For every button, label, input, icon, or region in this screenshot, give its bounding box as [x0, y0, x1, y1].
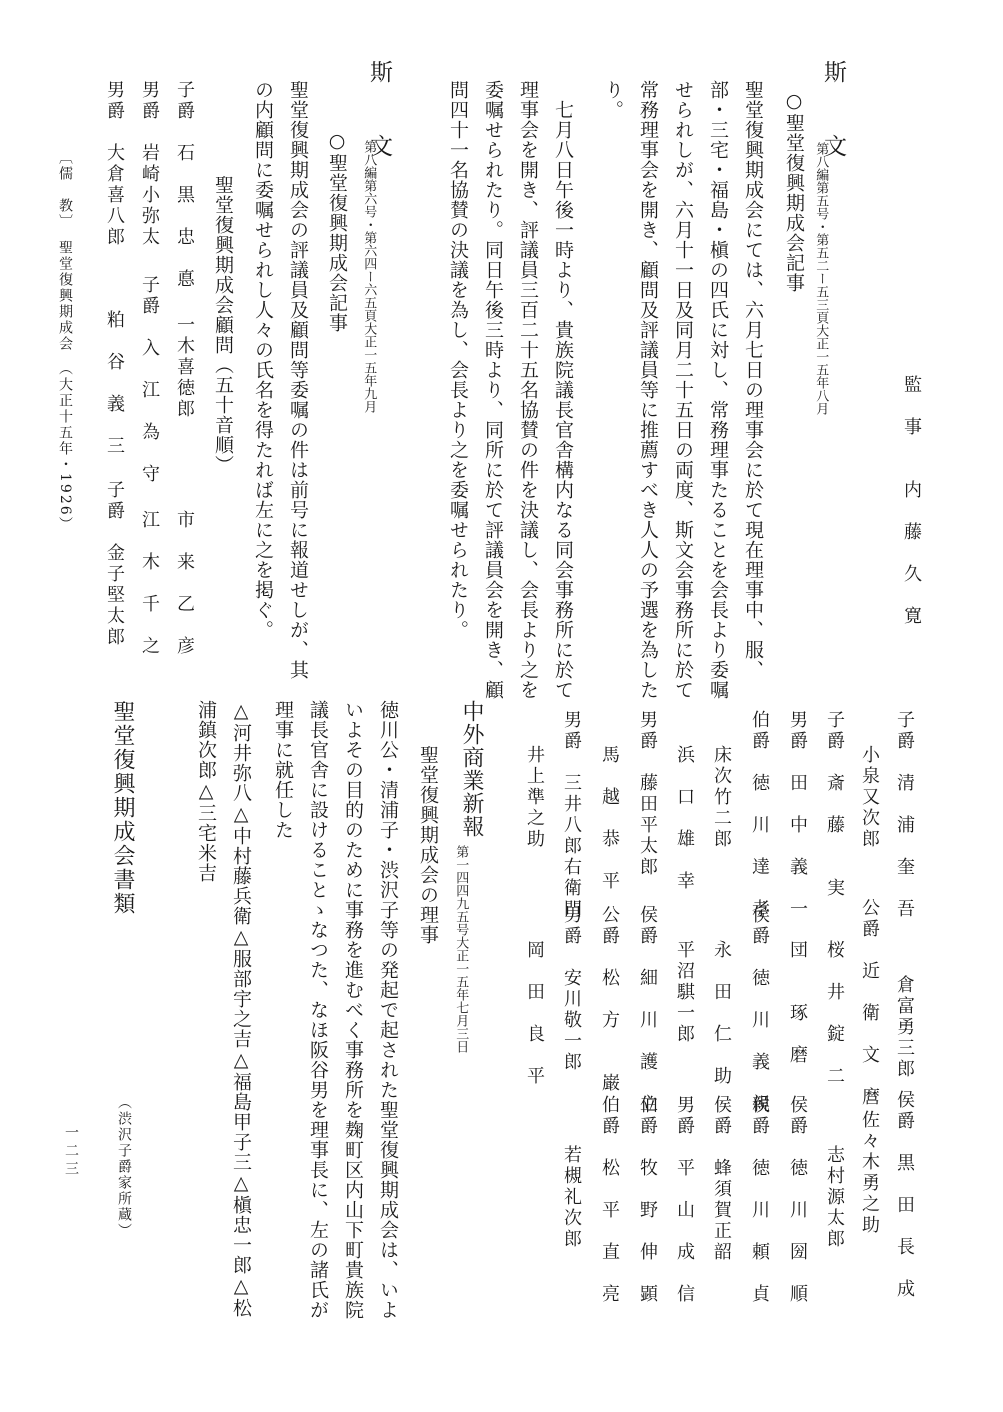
advisor-name: 粕 谷 義 三: [104, 310, 125, 457]
issue-citation: [452, 845, 468, 1053]
advisor-name: 子爵 金子堅太郎: [104, 480, 125, 648]
advisor-name: 子爵 石 黒 忠 悳: [174, 80, 195, 290]
body-line: 七月八日午後一時より、貴族院議長官舎構内なる同会事務所に於て: [552, 100, 574, 700]
advisor-name: 男爵 田 中 義 一: [787, 710, 808, 920]
advisor-name: 男爵 三井八郎右衛門: [561, 710, 582, 920]
article-heading: ○聖堂復興期成会記事: [326, 130, 348, 333]
page-number: 一二三: [63, 1125, 79, 1179]
body-line: △河井弥八△中村藤兵衛△服部宇之吉△福島甲子三△槇忠一郎△松: [230, 700, 252, 1318]
advisor-name: 若槻礼次郎: [561, 1145, 582, 1250]
article-heading: 聖堂復興期成会の理事: [417, 745, 439, 945]
advisor-name: 侯爵 徳 川 頼 貞: [749, 1095, 770, 1305]
journal-title: 斯 文: [820, 60, 846, 171]
advisor-name: 浜 口 雄 幸: [674, 745, 695, 892]
advisor-name: 男爵 藤田平太郎: [637, 710, 658, 878]
list-title: 聖堂復興期成会顧問（五十音順）: [212, 175, 234, 475]
advisor-name: 子爵 入 江 為 守: [139, 275, 160, 485]
body-line: 議長官舎に設けることゝなつた、なほ阪谷男を理事長に、左の諸氏が: [307, 700, 329, 1320]
issue-date: 大正一五年七月三日: [453, 936, 469, 1053]
journal-title: 斯 文: [366, 60, 392, 171]
advisor-name: 桜 井 錠 二: [824, 940, 845, 1087]
advisor-name: 江 木 千 之: [139, 510, 160, 657]
body-line: 理事会を開き、評議員三百二十五名協賛の件を決議し、会長より之を: [517, 80, 539, 700]
document-source: （渋沢子爵家所蔵）: [116, 1095, 132, 1239]
body-line: 委嘱せられたり。同日午後三時より、同所に於て評議員会を開き、顧: [482, 80, 504, 700]
advisor-name: 倉富勇三郎: [894, 975, 915, 1080]
issue-date: 大正一五年九月: [361, 322, 377, 413]
advisor-name: 侯爵 黒 田 長 成: [894, 1090, 915, 1300]
body-line: 理事に就任した: [272, 700, 294, 840]
issue-citation: [360, 140, 376, 413]
advisor-name: 男爵 安川敬一郎: [561, 905, 582, 1073]
advisor-name: 侯爵 徳 川 圀 順: [787, 1095, 808, 1305]
article-heading: ○聖堂復興期成会記事: [783, 90, 805, 293]
advisor-name: 男爵 平 山 成 信: [674, 1095, 695, 1305]
advisor-name: 伯爵 徳 川 達 孝: [749, 710, 770, 920]
footer-category: 〔儒 教〕: [57, 150, 73, 230]
advisor-name: 公爵 松 方 巌: [599, 905, 620, 1094]
footer-title: 聖堂復興期成会 （大正十五年・1926）: [57, 240, 73, 533]
advisor-name: 伯爵 牧 野 伸 顕: [637, 1095, 658, 1305]
issue-number: 第八編第五号・第五二ー五三頁: [813, 142, 829, 324]
advisor-name: 侯爵 蜂須賀正韶: [711, 1095, 732, 1263]
body-line: いよその目的のために事務を進むべく事務所を麹町区内山下町貴族院: [342, 700, 364, 1320]
advisor-name: 床次竹二郎: [711, 745, 732, 850]
advisor-name: 永 田 仁 助: [711, 940, 732, 1087]
body-line: り。: [602, 80, 624, 120]
advisor-name: 井上準之助: [524, 745, 545, 850]
body-line: 浦鎮次郎△三宅米吉: [195, 700, 217, 883]
auditor-name: 内 藤 久 寛: [901, 480, 922, 627]
advisor-name: 男爵 大倉喜八郎: [104, 80, 125, 248]
advisor-name: 佐々木勇之助: [859, 1110, 880, 1236]
advisor-name: 子爵 清 浦 奎 吾: [894, 710, 915, 920]
body-line: の内顧問に委嘱せられし人々の氏名を得たれば左に之を掲ぐ。: [252, 80, 274, 640]
advisor-name: 伯爵 松 平 直 亮: [599, 1095, 620, 1305]
body-line: 問四十一名協賛の決議を為し、会長より之を委嘱せられたり。: [447, 80, 469, 640]
newspaper-title: 中外商業新報: [459, 700, 484, 838]
issue-citation: [812, 142, 828, 415]
advisor-name: 小泉又次郎: [859, 745, 880, 850]
advisor-name: 一木喜徳郎: [174, 315, 195, 420]
body-line: 徳川公・清浦子・渋沢子等の発起で起された聖堂復興期成会は、いよ: [377, 700, 399, 1320]
advisor-name: 団 琢 磨: [787, 940, 808, 1066]
issue-number: 第一四四九五号: [453, 845, 469, 936]
advisor-name: 子爵 斎 藤 実: [824, 710, 845, 899]
document-title: 聖堂復興期成会書類: [110, 700, 135, 916]
advisor-name: 志村源太郎: [824, 1145, 845, 1250]
body-line: 部・三宅・福島・槇の四氏に対し、常務理事たることを会長より委嘱: [707, 80, 729, 700]
advisor-name: 公爵 近 衛 文 麿: [859, 898, 880, 1108]
body-line: 聖堂復興期成会の評議員及顧問等委嘱の件は前号に報道せしが、其: [287, 80, 309, 680]
advisor-name: 馬 越 恭 平: [599, 745, 620, 892]
advisor-name: 平沼騏一郎: [674, 940, 695, 1045]
issue-number: 第八編第六号・第六四ー六五頁: [361, 140, 377, 322]
body-line: 常務理事会を開き、顧問及評議員等に推薦すべき人人の予選を為した: [637, 80, 659, 700]
body-line: 聖堂復興期成会にては、六月七日の理事会に於て現在理事中、服、: [742, 80, 764, 680]
advisor-name: 市 来 乙 彦: [174, 510, 195, 657]
advisor-name: 男爵 岩崎小弥太: [139, 80, 160, 248]
issue-date: 大正一五年八月: [813, 324, 829, 415]
body-line: せられしが、六月十一日及同月二十五日の両度、斯文会事務所に於て: [672, 80, 694, 700]
advisor-name: 岡 田 良 平: [524, 940, 545, 1087]
advisor-name: 侯爵 細 川 護 立: [637, 905, 658, 1115]
advisor-name: 侯爵 徳 川 義 親: [749, 905, 770, 1115]
auditor-label: 監 事: [901, 375, 922, 438]
